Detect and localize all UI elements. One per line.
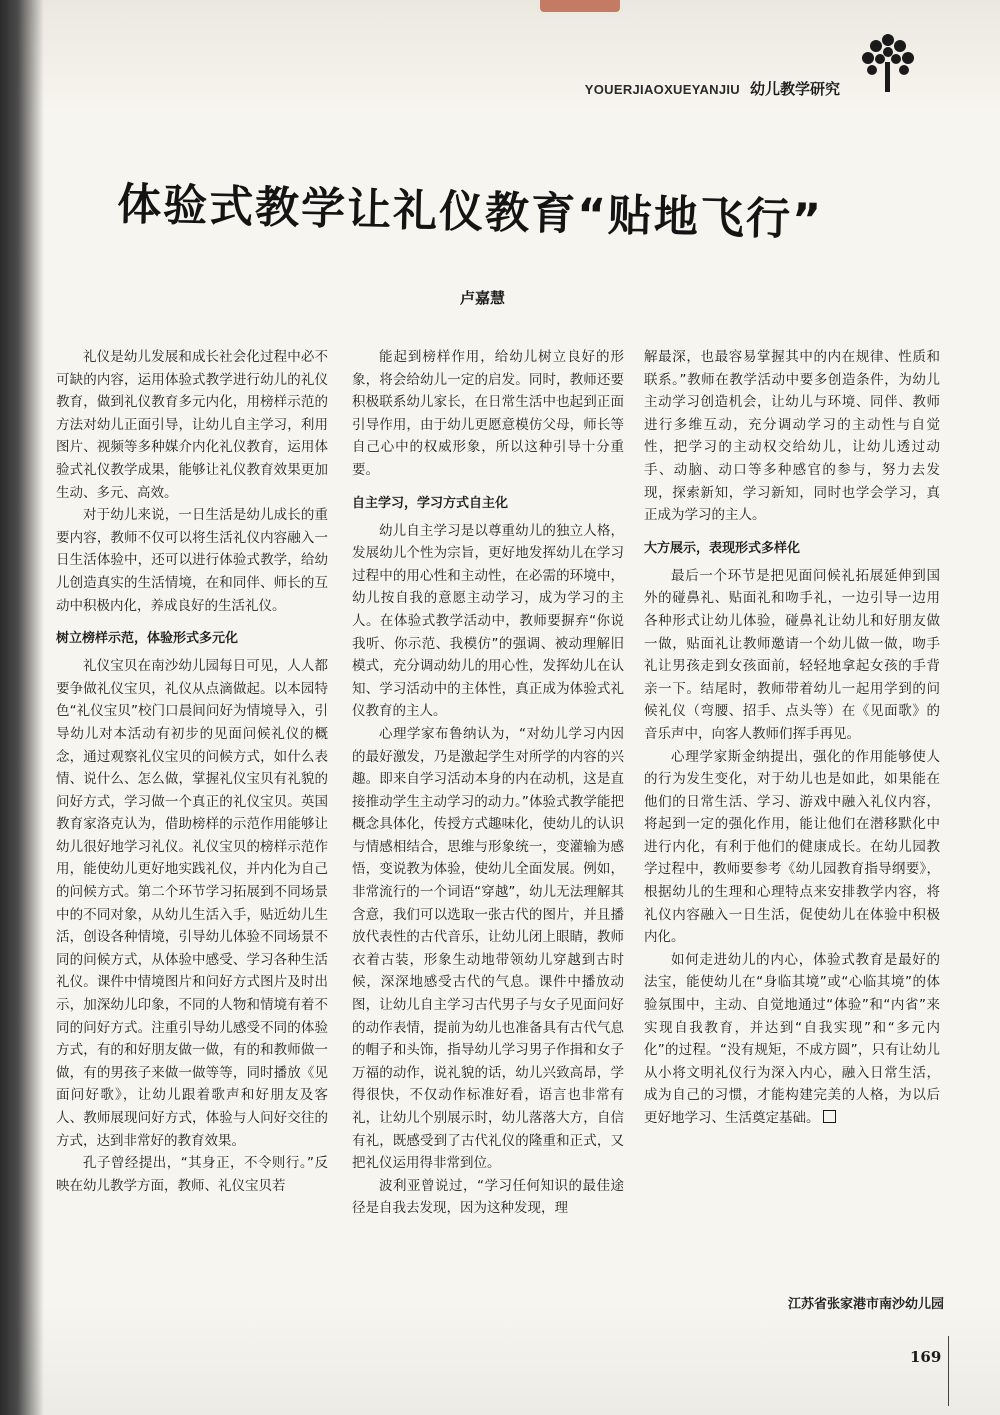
text-column-1 [56, 346, 328, 1197]
author-affiliation: 江苏省张家港市南沙幼儿园 [787, 1297, 944, 1312]
running-header [585, 78, 840, 99]
page-number: 169 [910, 1348, 942, 1366]
paragraph: 解最深，也最容易掌握其中的内在规律、性质和联系。”教师在教学活动中要多创造条件，为幼儿主动学习创造机会，让幼儿与环境、同伴、教师进行多维互动，充分调动学习的主动性与自觉性，把学习的主动权交给幼儿，让幼儿透过动手、动脑、动口等多种感官的参与，努力去发现，探索新知，学习新知，同时也学会学习，真正成为学习的主人。 [644, 349, 940, 524]
text-column-2 [352, 346, 624, 1220]
paragraph: 孔子曾经提出，“其身正，不令则行。”反映在幼儿教学方面，教师、礼仪宝贝若 [56, 1155, 328, 1194]
paragraph: 对于幼儿来说，一日生活是幼儿成长的重要内容，教师不仅可以将生活礼仪内容融入一日生活体验中，还可以进行体验式教学，给幼儿创造真实的生活情境，在和同伴、师长的互动中积极内化，养成良好的生活礼仪。 [56, 507, 328, 614]
header-column-name: 幼儿教学研究 [749, 81, 840, 98]
paragraph: 能起到榜样作用，给幼儿树立良好的形象，将会给幼儿一定的启发。同时，教师还要积极联系幼儿家长，在日常生活中也起到正面引导作用，由于幼儿更愿意模仿父母，师长等自己心中的权威形象，所以这种引导十分重要。 [352, 349, 624, 478]
paragraph: 波利亚曾说过，“学习任何知识的最佳途径是自我去发现，因为这种发现，理 [352, 1177, 624, 1217]
tree-icon [858, 32, 918, 94]
paragraph [644, 949, 940, 1130]
page-rule [948, 1336, 949, 1406]
text-column-3 [644, 346, 940, 1130]
section-heading: 大方展示，表现形式多样化 [644, 540, 801, 556]
paragraph: 心理学家斯金纳提出，强化的作用能够使人的行为发生变化，对于幼儿也是如此，如果能在他们的日常生活、学习、游戏中融入礼仪内容，将起到一定的强化作用，能让他们在潜移默化中进行内化，有利于他们的健康成长。在幼儿园教学过程中，教师要参考《幼儿园教育指导纲要》，根据幼儿的生理和心理特点来安排教学内容，将礼仪内容融入一日生活，促使幼儿在体验中积极内化。 [644, 748, 940, 946]
paragraph: 幼儿自主学习是以尊重幼儿的独立人格，发展幼儿个性为宗旨，更好地发挥幼儿在学习过程中的用心性和主动性，在必需的环境中，幼儿按自我的意愿主动学习，成为学习的主人。在体验式教学活动中，教师要摒弃“你说我听、你示范、我模仿”的强调、被动理解旧模式，充分调动幼儿的用心性，发挥幼儿在认知、学习活动中的主体性，真正成为体验式礼仪教育的主人。 [352, 522, 624, 720]
end-square-icon [823, 1110, 836, 1123]
paragraph-text: 如何走进幼儿的内心，体验式教育是最好的法宝，能使幼儿在“身临其境”或“心临其境”的体验氛围中，主动、自觉地通过“体验”和“内省”来实现自我教育，并达到“自我实现”和“多元内化”的过程。“没有规矩，不成方圆”，只有让幼儿从小将文明礼仪行为深入内心，融入日常生活，成为自己的习惯，才能构建完美的人格，为以后更好地学习、生活奠定基础。 [644, 951, 940, 1126]
section-heading: 树立榜样示范，体验形式多元化 [56, 631, 239, 647]
paragraph: 礼仪是幼儿发展和成长社会化过程中必不可缺的内容，运用体验式教学进行幼儿的礼仪教育，做到礼仪教育多元内化，用榜样示范的方法对幼儿正面引导，让幼儿自主学习，利用图片、视频等多种媒介内化礼仪教育，运用体验式礼仪教学成果，能够让礼仪教育效果更加生动、多元、高效。 [56, 349, 328, 501]
section-heading: 自主学习，学习方式自主化 [352, 495, 509, 511]
article-author: 卢嘉慧 [460, 289, 506, 307]
paragraph: 最后一个环节是把见面问候礼拓展延伸到国外的碰鼻礼、贴面礼和吻手礼，一边引导一边用各种形式让幼儿体验，碰鼻礼让幼儿和好朋友做一做，贴面礼让教师邀请一个幼儿做一做，吻手礼让男孩走到女孩面前，轻轻地拿起女孩的手背亲一下。结尾时，教师带着幼儿一起用学到的问候礼仪（弯腰、招手、点头等）在《见面歌》的音乐声中，向客人教师们挥手再见。 [644, 567, 940, 742]
top-band [0, 0, 1000, 70]
paragraph: 心理学家布鲁纳认为，“对幼儿学习内因的最好激发，乃是激起学生对所学的内容的兴趣。即来自学习活动本身的内在动机，这是直接推动学生主动学习的动力。”体验式教学能把概念具体化，传授方式趣味化，使幼儿的认识与情感相结合，思维与形象统一，变灌输为感悟，变说教为体验，使幼儿全面发展。例如，非常流行的一个词语“穿越”，幼儿无法理解其含意，我们可以选取一张古代的图片，并且播放代表性的古代音乐，让幼儿闭上眼睛，教师衣着古装，形象生动地带领幼儿穿越到古时候，深深地感受古代的气息。课件中播放动图，让幼儿自主学习古代男子与女子见面问好的动作表情，提前为幼儿也准备具有古代气息的帽子和头饰，指导幼儿学习男子作揖和女子万福的动作，说礼貌的话，幼儿兴致高昂，学得很快，不仅动作标准好看，语言也非常有礼，让幼儿个别展示时，幼儿落落大方，自信有礼，既感受到了古代礼仪的隆重和正式，又把礼仪运用得非常到位。 [352, 725, 624, 1172]
header-pinyin: YOUERJIAOXUEYANJIU [584, 82, 740, 97]
paragraph: 礼仪宝贝在南沙幼儿园每日可见，人人都要争做礼仪宝贝，礼仪从点滴做起。以本园特色“礼仪宝贝”校门口晨间问好为情境导入，引导幼儿对本活动有初步的见面问候礼仪的概念，通过观察礼仪宝贝的问候方式，如什么表情、说什么、怎么做，掌握礼仪宝贝有礼貌的问好方式，学习做一个真正的礼仪宝贝。英国教育家洛克认为，借助榜样的示范作用能够让幼儿很好地学习礼仪。礼仪宝贝的榜样示范作用，能使幼儿更好地实践礼仪，并内化为自己的问候方式。第二个环节学习拓展到不同场景中的不同对象，从幼儿生活入手，贴近幼儿生活，创设各种情境，引导幼儿体验不同场景不同的问候方式，从体验中感受、学习各种生活礼仪。课件中情境图片和问好方式图片及时出示，加深幼儿印象，不同的人物和情境有着不同的问好方式。注重引导幼儿感受不同的体验方式，有的和好朋友做一做，有的和教师做一做，有的男孩子来做一做等等，同时播放《见面问好歌》，让幼儿跟着歌声和好朋友及客人、教师展现问好方式，体验与人问好交往的方式，达到非常好的教育效果。 [56, 658, 328, 1149]
top-color-mark [540, 0, 620, 12]
binding-shadow [0, 0, 44, 1415]
article-title: 体验式教学让礼仪教育“贴地飞行” [116, 178, 824, 246]
